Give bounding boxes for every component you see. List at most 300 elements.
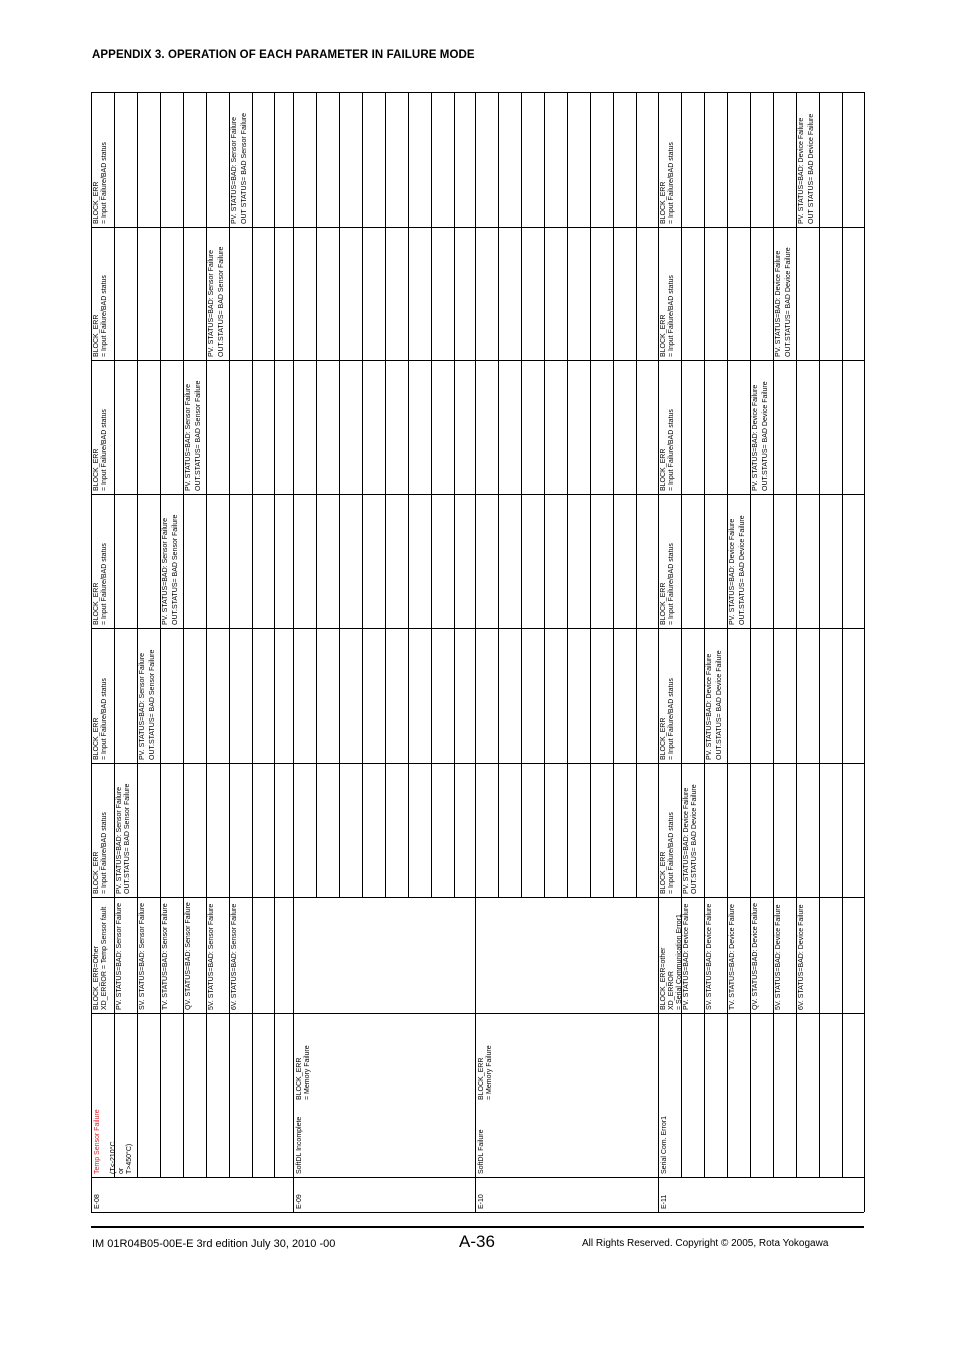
detail-column-rule <box>796 1013 797 1177</box>
error-condition-line: or <box>118 1167 125 1174</box>
detail-column-rule <box>704 763 705 897</box>
detail-column-rule <box>137 360 138 494</box>
ai-out-status: OUT.STATUS= BAD Sensor Failure <box>218 246 225 357</box>
band-divider <box>293 1177 475 1178</box>
error-condition <box>110 1141 134 1174</box>
ai-pv-status: PV. STATUS=BAD: Device Failure <box>752 384 759 491</box>
detail-column-rule <box>274 494 275 628</box>
detail-column-rule <box>498 360 499 494</box>
detail-column-rule <box>727 763 728 897</box>
detail-column-rule <box>544 227 545 360</box>
detail-column-rule <box>567 494 568 628</box>
ai-block-err-line: = Input Failure/BAD status <box>668 409 675 491</box>
ai-out-status: OUT.STATUS= BAD Sensor Failure <box>195 380 202 491</box>
detail-column-rule <box>750 92 751 227</box>
ai-out-status: OUT STATUS= BAD Device Failure <box>808 113 815 224</box>
ai-block-err-line: BLOCK_ERR <box>660 314 667 357</box>
detail-column-rule <box>183 897 184 1013</box>
ai-out-status-line: OUT.STATUS= BAD Device Failure <box>691 784 698 894</box>
detail-column-rule <box>590 92 591 227</box>
transducer-status-line: BLOCK_ERR=Other <box>93 946 100 1010</box>
page-number: A-36 <box>459 1232 495 1251</box>
detail-column-rule <box>362 494 363 628</box>
detail-column-rule <box>431 360 432 494</box>
detail-column-rule <box>316 763 317 897</box>
transducer-status <box>798 905 806 1011</box>
detail-column-rule <box>636 360 637 494</box>
detail-column-rule <box>773 494 774 628</box>
ai-block-err-line: BLOCK_ERR <box>93 314 100 357</box>
detail-column-rule <box>316 360 317 494</box>
detail-column-rule <box>704 1013 705 1177</box>
ai-out-status-line: OUT.STATUS= BAD Sensor Failure <box>124 783 131 894</box>
detail-column-rule <box>274 1013 275 1177</box>
detail-column-rule <box>316 227 317 360</box>
error-name: SoftDL Failure <box>478 1129 485 1174</box>
detail-column-rule <box>454 227 455 360</box>
ai-block-err-line: = Input Failure/BAD status <box>101 409 108 491</box>
detail-column-rule <box>842 227 843 360</box>
detail-column-rule <box>160 360 161 494</box>
ai-block-err-line: = Input Failure/BAD status <box>668 543 675 625</box>
resource-block-err <box>478 1045 494 1100</box>
band-divider <box>91 1013 293 1014</box>
detail-column-rule <box>819 763 820 897</box>
detail-column-rule <box>137 494 138 628</box>
detail-column-rule <box>339 628 340 763</box>
ai-block-err <box>660 275 676 357</box>
detail-column-rule <box>704 628 705 763</box>
detail-column-rule <box>704 494 705 628</box>
detail-column-rule <box>183 92 184 227</box>
detail-column-rule <box>750 227 751 360</box>
ai-block-err-line: = Input Failure/BAD status <box>101 812 108 894</box>
group-divider <box>293 92 294 1212</box>
detail-column-rule <box>206 494 207 628</box>
detail-column-rule <box>206 628 207 763</box>
band-divider <box>658 1177 864 1178</box>
detail-column-rule <box>819 360 820 494</box>
ai-block-err-line: BLOCK_ERR <box>660 582 667 625</box>
detail-column-rule <box>408 763 409 897</box>
resource-block-err <box>296 1045 312 1100</box>
detail-column-rule <box>567 92 568 227</box>
detail-column-rule <box>796 227 797 360</box>
detail-column-rule <box>590 763 591 897</box>
detail-column-rule <box>454 628 455 763</box>
detail-column-rule <box>704 92 705 227</box>
detail-column-rule <box>727 628 728 763</box>
band-divider <box>658 763 864 764</box>
detail-column-rule <box>274 227 275 360</box>
detail-column-rule <box>521 360 522 494</box>
transducer-status <box>752 903 760 1010</box>
ai-out-status <box>691 784 699 894</box>
detail-column-rule <box>796 763 797 897</box>
detail-column-rule <box>229 628 230 763</box>
detail-column-rule <box>431 92 432 227</box>
detail-column-rule <box>408 494 409 628</box>
detail-column-rule <box>842 92 843 227</box>
detail-column-rule <box>114 92 115 227</box>
detail-column-rule <box>316 92 317 227</box>
detail-column-rule <box>819 227 820 360</box>
detail-column-rule <box>229 763 230 897</box>
detail-column-rule <box>362 227 363 360</box>
ai-block-err <box>93 275 109 357</box>
ai-block-err-line: BLOCK_ERR <box>660 851 667 894</box>
detail-column-rule <box>498 92 499 227</box>
detail-column-rule <box>114 360 115 494</box>
detail-column-rule <box>408 92 409 227</box>
detail-column-rule <box>114 628 115 763</box>
detail-column-rule <box>613 360 614 494</box>
band-divider <box>91 628 293 629</box>
error-name: SoftDL Incomplete <box>296 1116 303 1174</box>
band-divider <box>658 227 864 228</box>
detail-column-rule <box>252 763 253 897</box>
detail-column-rule <box>431 763 432 897</box>
detail-column-rule <box>796 494 797 628</box>
detail-column-rule <box>750 763 751 897</box>
ai-block-err-line: = Input Failure/BAD status <box>668 142 675 224</box>
detail-column-rule <box>842 628 843 763</box>
transducer-status-line: PV. STATUS=BAD: Device Failure <box>683 903 690 1010</box>
transducer-status-line: 5V. STATUS=BAD: Sensor Failure <box>208 903 215 1010</box>
band-divider <box>91 897 293 898</box>
detail-column-rule <box>431 494 432 628</box>
detail-column-rule <box>750 360 751 494</box>
transducer-status-line: SV. STATUS=BAD: Sensor Failure <box>139 902 146 1010</box>
detail-column-rule <box>137 763 138 897</box>
detail-column-rule <box>160 628 161 763</box>
detail-column-rule <box>183 360 184 494</box>
detail-column-rule <box>385 360 386 494</box>
detail-column-rule <box>385 628 386 763</box>
band-divider <box>658 360 864 361</box>
transducer-status <box>185 902 193 1010</box>
transducer-status-line: XD_ERROR <box>668 971 675 1010</box>
detail-column-rule <box>431 227 432 360</box>
ai-pv-status-line: PV. STATUS=BAD: Sensor Failure <box>116 786 123 894</box>
detail-column-rule <box>206 897 207 1013</box>
detail-column-rule <box>498 628 499 763</box>
detail-column-rule <box>274 92 275 227</box>
detail-column-rule <box>408 628 409 763</box>
detail-column-rule <box>773 763 774 897</box>
detail-column-rule <box>567 227 568 360</box>
detail-column-rule <box>408 227 409 360</box>
detail-column-rule <box>183 628 184 763</box>
detail-column-rule <box>385 227 386 360</box>
detail-column-rule <box>567 628 568 763</box>
transducer-status <box>706 904 714 1010</box>
detail-column-rule <box>454 763 455 897</box>
band-divider <box>475 1177 658 1178</box>
error-name: Serial Com. Error1 <box>661 1116 668 1174</box>
ai-out-status: OUT.STATUS= BAD Device Failure <box>785 247 792 357</box>
detail-column-rule <box>498 227 499 360</box>
detail-column-rule <box>521 92 522 227</box>
detail-column-rule <box>183 227 184 360</box>
ai-block-err-line: BLOCK_ERR <box>660 717 667 760</box>
detail-column-rule <box>636 628 637 763</box>
detail-column-rule <box>229 92 230 227</box>
band-divider <box>475 897 658 898</box>
detail-column-rule <box>842 360 843 494</box>
detail-column-rule <box>727 897 728 1013</box>
detail-column-rule <box>681 1013 682 1177</box>
detail-column-rule <box>704 360 705 494</box>
detail-column-rule <box>252 494 253 628</box>
detail-column-rule <box>727 92 728 227</box>
ai-block-err-line: = Input Failure/BAD status <box>101 678 108 760</box>
transducer-status-line: TV. STATUS=BAD: Device Failure <box>729 904 736 1010</box>
detail-column-rule <box>408 360 409 494</box>
detail-column-rule <box>544 360 545 494</box>
detail-column-rule <box>385 763 386 897</box>
ai-block-err-line: BLOCK_ERR <box>93 851 100 894</box>
error-condition-line: T>450°C) <box>126 1143 133 1174</box>
detail-column-rule <box>567 360 568 494</box>
detail-column-rule <box>160 763 161 897</box>
ai-pv-status: PV. STATUS=BAD: Device Failure <box>729 518 736 625</box>
resource-block-err-line: BLOCK_ERR <box>478 1057 485 1100</box>
bottom-rule <box>91 1226 864 1228</box>
ai-block-err-line: BLOCK_ERR <box>660 181 667 224</box>
detail-column-rule <box>773 628 774 763</box>
transducer-status-line: XD_ERROR = Temp Sensor fault <box>101 906 108 1010</box>
detail-column-rule <box>252 628 253 763</box>
detail-column-rule <box>274 897 275 1013</box>
detail-column-rule <box>773 360 774 494</box>
detail-column-rule <box>590 494 591 628</box>
detail-column-rule <box>544 763 545 897</box>
band-divider <box>475 1013 658 1014</box>
detail-column-rule <box>521 494 522 628</box>
detail-column-rule <box>681 628 682 763</box>
detail-column-rule <box>362 360 363 494</box>
detail-column-rule <box>229 360 230 494</box>
detail-column-rule <box>316 628 317 763</box>
detail-column-rule <box>160 494 161 628</box>
transducer-status-line: QV. STATUS=BAD: Device Failure <box>752 902 759 1010</box>
detail-column-rule <box>613 494 614 628</box>
detail-column-rule <box>252 360 253 494</box>
detail-column-rule <box>362 92 363 227</box>
band-divider <box>658 1013 864 1014</box>
detail-column-rule <box>339 360 340 494</box>
detail-column-rule <box>137 897 138 1013</box>
detail-column-rule <box>316 494 317 628</box>
ai-block-err <box>660 812 676 894</box>
detail-column-rule <box>183 1013 184 1177</box>
detail-column-rule <box>114 763 115 897</box>
detail-column-rule <box>454 360 455 494</box>
detail-column-rule <box>385 92 386 227</box>
ai-block-err-line: BLOCK_ERR <box>660 448 667 491</box>
transducer-status <box>208 904 216 1010</box>
footer-copyright: All Rights Reserved. Copyright © 2005, Rota Yokogawa <box>582 1238 829 1249</box>
detail-column-rule <box>521 227 522 360</box>
detail-column-rule <box>796 360 797 494</box>
transducer-status <box>683 904 691 1010</box>
detail-column-rule <box>681 92 682 227</box>
transducer-status-line: PV. STATUS=BAD: Sensor Failure <box>116 902 123 1010</box>
detail-column-rule <box>229 897 230 1013</box>
ai-out-status: OUT STATUS= BAD Sensor Failure <box>241 112 248 224</box>
detail-column-rule <box>229 494 230 628</box>
ai-block-err-line: BLOCK_ERR <box>93 181 100 224</box>
ai-block-err-line: BLOCK_ERR <box>93 448 100 491</box>
ai-out-status: OUT.STATUS= BAD Device Failure <box>762 381 769 491</box>
detail-column-rule <box>137 92 138 227</box>
detail-column-rule <box>681 763 682 897</box>
band-divider <box>293 360 475 361</box>
detail-column-rule <box>704 227 705 360</box>
transducer-status-line: SV. STATUS=BAD: Device Failure <box>706 903 713 1010</box>
detail-column-rule <box>252 897 253 1013</box>
ai-out-status: OUT.STATUS= BAD Device Failure <box>716 650 723 760</box>
detail-column-rule <box>160 92 161 227</box>
detail-column-rule <box>544 628 545 763</box>
detail-column-rule <box>750 628 751 763</box>
detail-column-rule <box>773 897 774 1013</box>
band-divider <box>91 227 293 228</box>
ai-block-err <box>660 543 676 625</box>
detail-column-rule <box>498 494 499 628</box>
detail-column-rule <box>229 227 230 360</box>
error-code: E-10 <box>478 1194 485 1209</box>
group-divider <box>658 92 659 1212</box>
detail-column-rule <box>842 1013 843 1177</box>
detail-column-rule <box>636 763 637 897</box>
detail-column-rule <box>727 360 728 494</box>
detail-column-rule <box>613 628 614 763</box>
detail-column-rule <box>842 763 843 897</box>
ai-block-err <box>93 409 109 491</box>
detail-column-rule <box>274 628 275 763</box>
detail-column-rule <box>339 227 340 360</box>
detail-column-rule <box>454 92 455 227</box>
detail-column-rule <box>339 494 340 628</box>
transducer-status-line: QV. STATUS=BAD: Sensor Failure <box>185 902 192 1010</box>
detail-column-rule <box>773 227 774 360</box>
detail-column-rule <box>114 494 115 628</box>
detail-column-rule <box>681 494 682 628</box>
detail-column-rule <box>114 227 115 360</box>
band-divider <box>658 494 864 495</box>
transducer-status <box>139 903 147 1010</box>
detail-column-rule <box>252 227 253 360</box>
error-code: E-11 <box>661 1194 668 1209</box>
detail-column-rule <box>819 92 820 227</box>
detail-column-rule <box>206 227 207 360</box>
resource-block-err-line: = Memory Failure <box>486 1045 493 1100</box>
ai-block-err-line: = Input Failure/BAD status <box>668 275 675 357</box>
ai-pv-status <box>683 788 691 894</box>
ai-block-err-line: = Input Failure/BAD status <box>668 812 675 894</box>
detail-column-rule <box>681 227 682 360</box>
band-divider <box>293 494 475 495</box>
detail-column-rule <box>773 1013 774 1177</box>
detail-column-rule <box>727 1013 728 1177</box>
detail-column-rule <box>362 628 363 763</box>
detail-column-rule <box>636 494 637 628</box>
group-divider <box>475 92 476 1212</box>
table-bottom-border <box>91 1212 864 1213</box>
band-divider <box>293 1013 475 1014</box>
detail-column-rule <box>727 227 728 360</box>
ai-pv-status: PV. STATUS=BAD: Device Failure <box>775 250 782 357</box>
detail-column-rule <box>590 360 591 494</box>
band-divider <box>293 763 475 764</box>
ai-block-err-line: BLOCK_ERR <box>93 582 100 625</box>
detail-column-rule <box>819 494 820 628</box>
band-divider <box>293 897 475 898</box>
band-divider <box>658 897 864 898</box>
transducer-status-line: 5V. STATUS=BAD: Device Failure <box>775 904 782 1010</box>
detail-column-rule <box>274 763 275 897</box>
ai-block-err <box>660 678 676 760</box>
transducer-status-line: 6V. STATUS=BAD: Sensor Failure <box>231 903 238 1010</box>
detail-column-rule <box>544 92 545 227</box>
detail-column-rule <box>160 1013 161 1177</box>
detail-column-rule <box>819 897 820 1013</box>
transducer-status-line: 6V. STATUS=BAD: Device Failure <box>798 904 805 1010</box>
detail-column-rule <box>544 494 545 628</box>
detail-column-rule <box>137 628 138 763</box>
detail-column-rule <box>339 92 340 227</box>
band-divider <box>91 494 293 495</box>
error-code: E-08 <box>94 1194 101 1209</box>
table-right-border <box>864 92 865 1212</box>
transducer-status <box>231 904 239 1010</box>
detail-column-rule <box>750 494 751 628</box>
detail-column-rule <box>773 92 774 227</box>
ai-block-err-line: = Input Failure/BAD status <box>101 543 108 625</box>
detail-column-rule <box>137 1013 138 1177</box>
detail-column-rule <box>521 763 522 897</box>
error-code: E-09 <box>296 1194 303 1209</box>
band-divider <box>91 763 293 764</box>
detail-column-rule <box>160 227 161 360</box>
detail-column-rule <box>206 763 207 897</box>
ai-block-err <box>93 678 109 760</box>
ai-block-err-line: BLOCK_ERR <box>93 717 100 760</box>
ai-pv-status: PV. STATUS=BAD: Device Failure <box>798 117 805 224</box>
detail-column-rule <box>160 897 161 1013</box>
ai-block-err-line: = Input Failure/BAD status <box>668 678 675 760</box>
band-divider <box>91 360 293 361</box>
detail-column-rule <box>206 360 207 494</box>
band-divider <box>293 628 475 629</box>
ai-pv-status: PV. STATUS=BAD: Sensor Failure <box>139 652 146 760</box>
detail-column-rule <box>362 763 363 897</box>
detail-column-rule <box>681 360 682 494</box>
detail-column-rule <box>339 763 340 897</box>
error-condition-line: (T<-210°C <box>110 1141 117 1174</box>
detail-column-rule <box>114 897 115 1013</box>
detail-column-rule <box>590 628 591 763</box>
ai-pv-status: PV. STATUS=BAD: Device Failure <box>706 653 713 760</box>
detail-column-rule <box>183 763 184 897</box>
resource-block-err-line: = Memory Failure <box>304 1045 311 1100</box>
transducer-status <box>116 903 124 1010</box>
ai-out-status: OUT.STATUS= BAD Device Failure <box>739 515 746 625</box>
error-name: Temp Sensor Failure <box>94 1109 101 1174</box>
ai-pv-status: PV. STATUS=BAD: Sensor Failure <box>231 116 238 224</box>
